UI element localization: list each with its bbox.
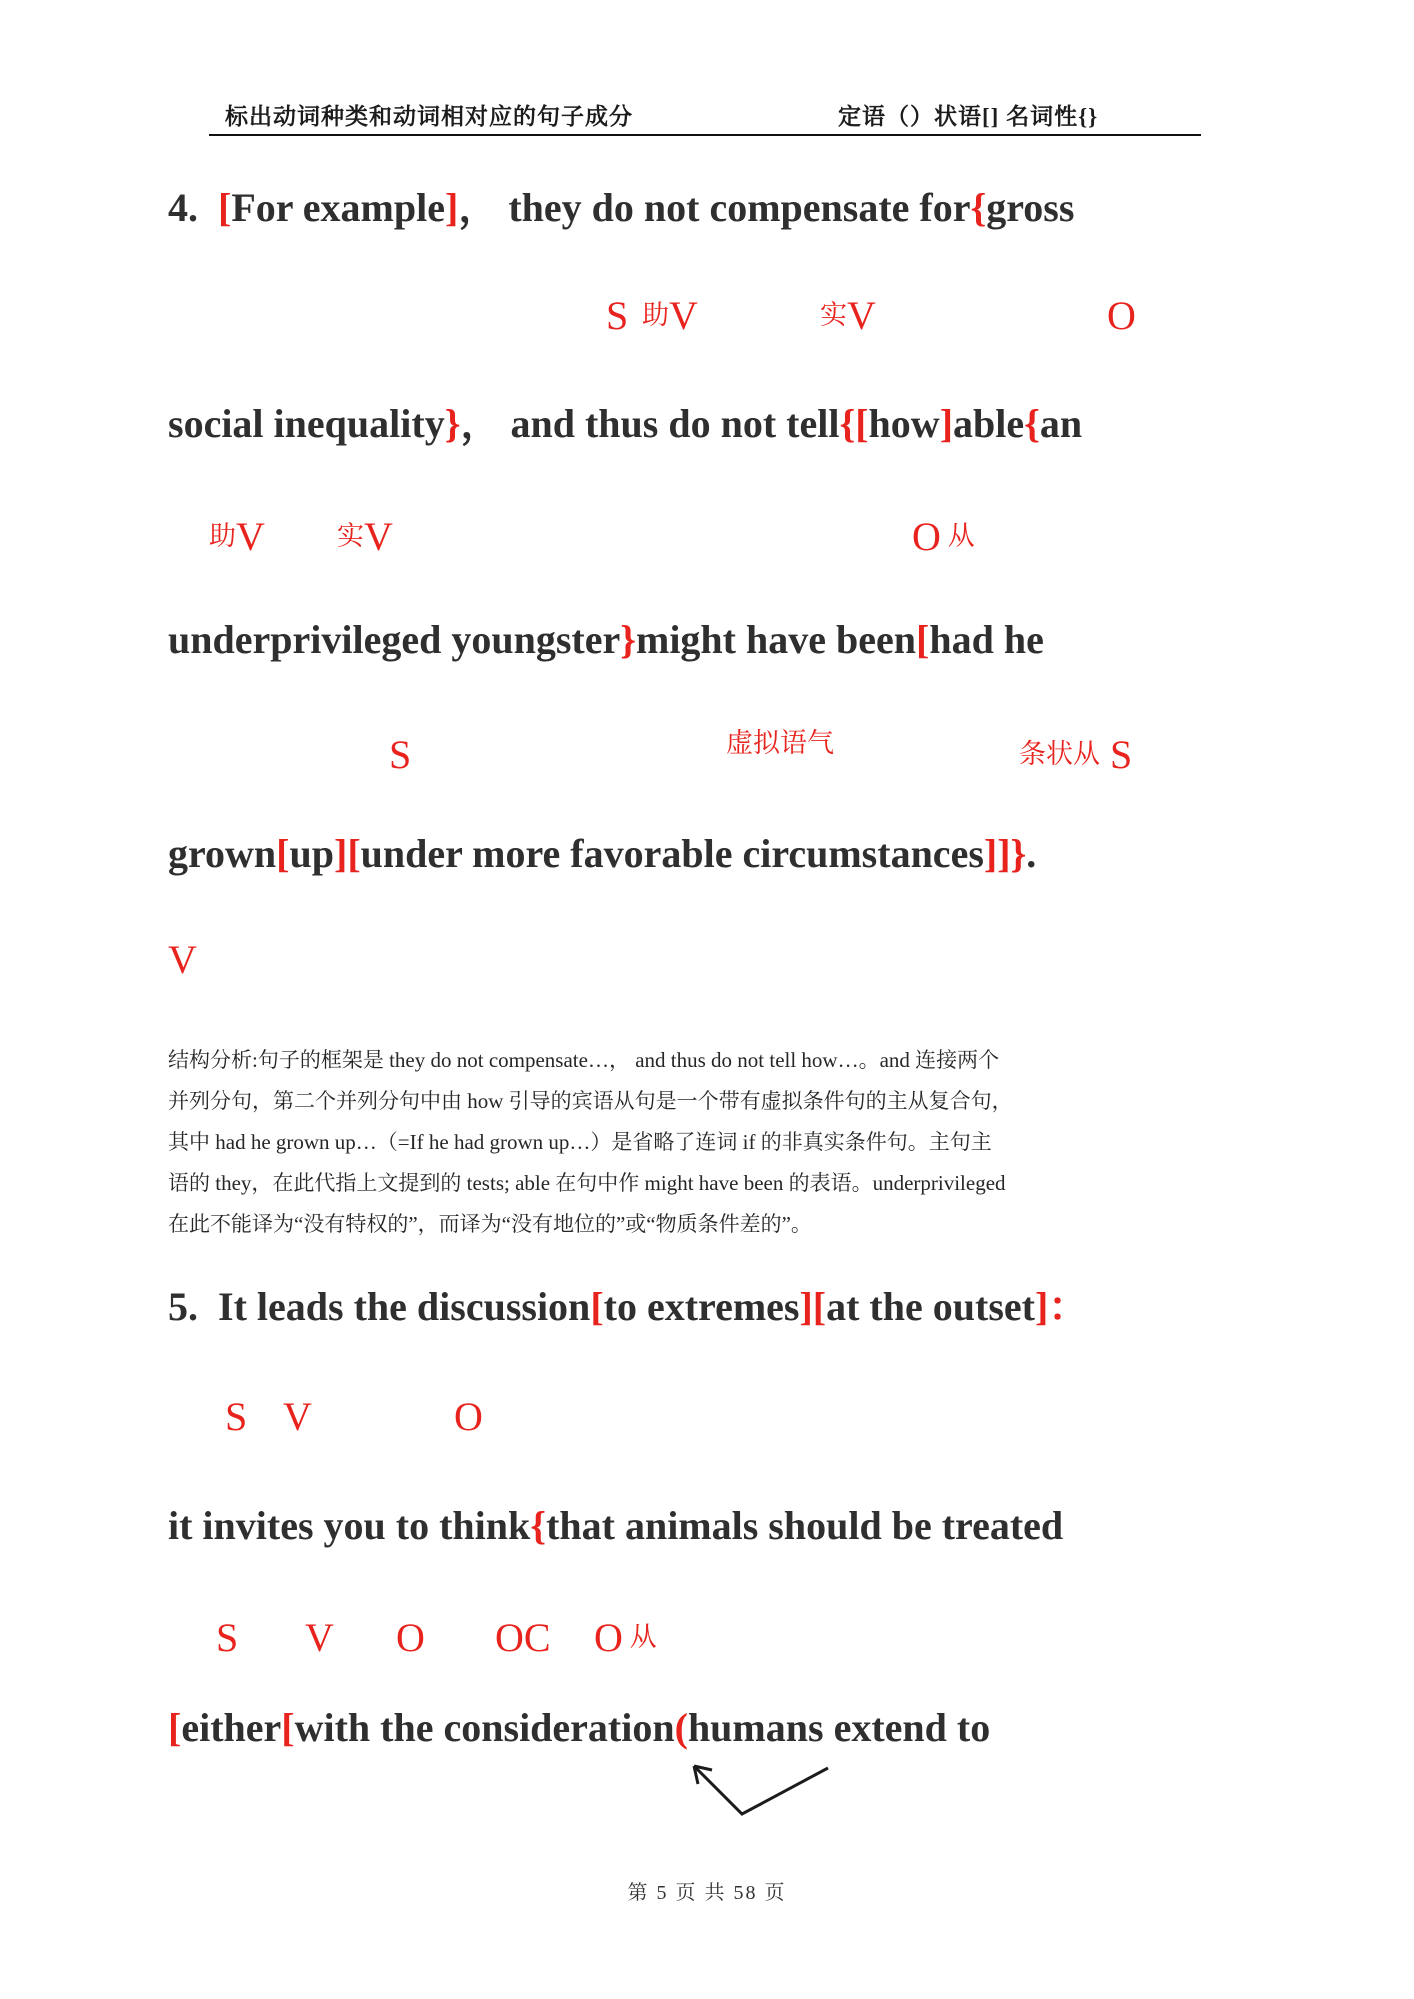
grammar-label (337, 514, 393, 559)
sentence-4-line-3 (168, 617, 1044, 663)
page-number: 第 5 页 共 58 页 (627, 1882, 787, 1904)
text-run: { (1024, 401, 1040, 446)
grammar-label-cn: 实 (337, 521, 364, 551)
grammar-label-letter: V (283, 1394, 312, 1439)
text-run: and thus do not tell (510, 401, 840, 446)
grammar-label-letter: V (669, 293, 698, 338)
grammar-label (642, 293, 698, 338)
text-run: they do not compensate for (508, 185, 971, 230)
text-run: an (1039, 401, 1083, 446)
structure-analysis-paragraph (168, 1040, 1198, 1245)
text-run: [ (168, 1705, 182, 1750)
header-legend-right: 定语（）状语[] 名词性{} (838, 104, 1099, 129)
grammar-label-letter: O (594, 1615, 623, 1660)
header-title-left: 标出动词种类和动词相对应的句子成分 (225, 104, 633, 129)
sentence-4-line-2 (168, 401, 1082, 447)
text-run: [ (281, 1705, 295, 1750)
grammar-label (389, 732, 412, 777)
text-run: } (444, 401, 461, 446)
analysis-line: 语的 they，在此代指上文提到的 tests; able 在句中作 might have been 的表语。underprivileged (168, 1171, 1006, 1195)
analysis-line: 其中 had he grown up…（=If he had grown up…）是省略了连词 if 的非真实条件句。主句主 (168, 1130, 992, 1154)
text-run: social inequality (168, 401, 445, 446)
text-run: had he (929, 617, 1044, 662)
grammar-label (726, 728, 834, 762)
grammar-label-letter: O (1107, 293, 1136, 338)
grammar-label (209, 514, 265, 559)
text-run: able (953, 401, 1025, 446)
sentence-5-line-1 (168, 1284, 1088, 1330)
grammar-label-letter: OC (495, 1615, 551, 1660)
text-run: ]]} (983, 831, 1027, 876)
text-run: { (970, 185, 987, 230)
grammar-label (168, 937, 197, 982)
text-run: ： (1048, 1284, 1089, 1329)
text-run: at the outset (826, 1284, 1035, 1329)
text-run: ][ (334, 831, 361, 876)
grammar-label-cn: 助 (642, 300, 669, 330)
grammar-label (454, 1394, 483, 1439)
grammar-label-letter: S (216, 1615, 239, 1660)
text-run: { (530, 1503, 547, 1548)
grammar-label (216, 1615, 239, 1660)
text-run: ， (458, 185, 509, 230)
grammar-label-letter: O (454, 1394, 483, 1439)
grammar-label (1019, 732, 1133, 777)
text-run: For example (231, 185, 445, 230)
text-run: 4. (168, 185, 218, 230)
grammar-label-letter: S (1100, 732, 1133, 777)
grammar-label-cn: 从 (940, 521, 975, 551)
text-run: with the consideration (294, 1705, 675, 1750)
grammar-label-cn: 助 (209, 521, 236, 551)
text-run: [ (218, 185, 232, 230)
grammar-label (912, 514, 975, 559)
annotation-arrow (672, 1752, 842, 1824)
text-run: 5. (168, 1284, 218, 1329)
grammar-label-letter: V (168, 937, 197, 982)
text-run: ， (460, 401, 511, 446)
text-run: [ (590, 1284, 604, 1329)
sentence-5-line-2 (168, 1503, 1063, 1549)
text-run: how (868, 401, 940, 446)
grammar-label (1107, 293, 1136, 338)
analysis-line: 在此不能译为“没有特权的”，而译为“没有地位的”或“物质条件差的”。 (168, 1212, 812, 1236)
grammar-label-row-5 (0, 1394, 1414, 1449)
text-run: up (289, 831, 334, 876)
grammar-label-cn: 虚拟语气 (726, 728, 834, 758)
text-run: . (1026, 831, 1037, 876)
text-run: either (181, 1705, 282, 1750)
text-run: humans extend to (687, 1705, 991, 1750)
grammar-label (820, 293, 876, 338)
text-run: ] (444, 185, 459, 230)
sentence-4-line-4 (168, 831, 1036, 877)
text-run: ] (939, 401, 954, 446)
grammar-label-row-3 (0, 728, 1414, 787)
grammar-label-letter: O (396, 1615, 425, 1660)
grammar-label (495, 1615, 551, 1660)
text-run: that animals should be treated (546, 1503, 1064, 1548)
text-run: [ (916, 617, 930, 662)
grammar-label-letter: V (847, 293, 876, 338)
text-run: underprivileged youngster (168, 617, 621, 662)
text-run: It leads the discussion (218, 1284, 591, 1329)
text-run: } (620, 617, 636, 662)
grammar-label-row-2 (0, 514, 1414, 569)
grammar-label-cn: 条状从 (1019, 739, 1100, 769)
grammar-label (283, 1394, 312, 1439)
sentence-5-line-3 (168, 1705, 990, 1751)
grammar-label (305, 1615, 334, 1660)
header-rule (209, 134, 1201, 136)
text-run: grown (168, 831, 277, 876)
text-run: under more favorable circumstances (360, 831, 984, 876)
text-run: gross (986, 185, 1075, 230)
grammar-label-letter: S (606, 293, 629, 338)
grammar-label-letter: S (225, 1394, 248, 1439)
arrow-icon (672, 1752, 842, 1824)
text-run: {[ (839, 401, 869, 446)
grammar-label-row-4 (0, 937, 1414, 992)
sentence-4-line-1 (168, 185, 1074, 231)
text-run: to extremes (603, 1284, 800, 1329)
analysis-line: 并列分句，第二个并列分句中由 how 引导的宾语从句是一个带有虚拟条件句的主从复合句， (168, 1089, 1013, 1113)
grammar-label-cn: 从 (622, 1622, 657, 1652)
analysis-line: 结构分析:句子的框架是 they do not compensate…， and thus do not tell how…。and 连接两个 (168, 1048, 1000, 1072)
grammar-label (396, 1615, 425, 1660)
text-run: [ (276, 831, 290, 876)
grammar-label-row-1 (0, 293, 1414, 348)
grammar-label-letter: V (236, 514, 265, 559)
grammar-label-letter: O (912, 514, 941, 559)
text-run: ][ (799, 1284, 827, 1329)
grammar-label-letter: V (305, 1615, 334, 1660)
text-run: might have been (636, 617, 916, 662)
grammar-label-cn: 实 (820, 300, 847, 330)
grammar-label (225, 1394, 248, 1439)
text-run: ( (674, 1705, 688, 1750)
grammar-label (594, 1615, 657, 1660)
text-run: it invites you to think (168, 1503, 531, 1548)
grammar-label-letter: S (389, 732, 412, 777)
grammar-label-row-6 (0, 1615, 1414, 1670)
grammar-label (606, 293, 629, 338)
grammar-label-letter: V (364, 514, 393, 559)
text-run: ] (1034, 1284, 1049, 1329)
